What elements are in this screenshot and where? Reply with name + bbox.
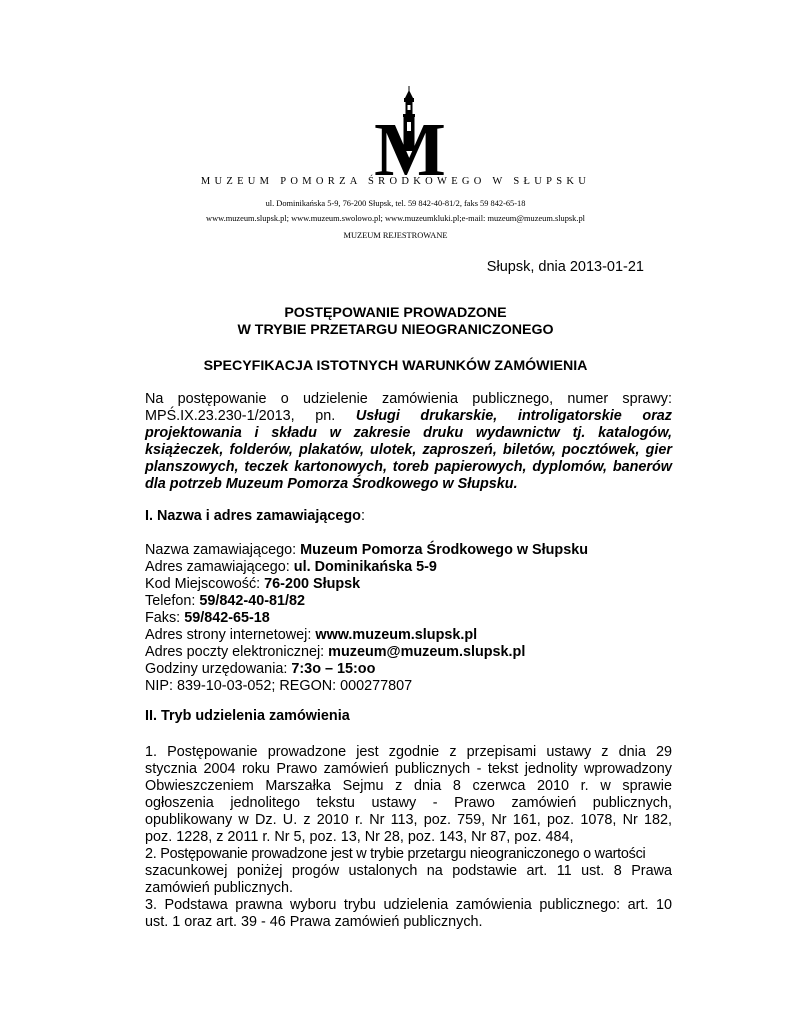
contact-field (145, 576, 672, 593)
section-2-title: II. Tryb udzielenia zamówienia (145, 708, 350, 724)
registered-label: MUZEUM REJESTROWANE (343, 231, 448, 240)
museum-websites: www.muzeum.slupsk.pl; www.muzeum.swolowo.pl; www.muzeumkluki.pl;e-mail: muzeum@muzeum.slupsk.pl (206, 214, 585, 223)
paragraph-line: poz. 1228, z 2011 r. Nr 5, poz. 13, Nr 28, poz. 143, Nr 87, poz. 484, (145, 829, 574, 845)
field-label: Kod Miejscowość: (145, 576, 265, 592)
paragraph-line: szacunkowej poniżej progów ustalonych na podstawie art. 11 ust. 8 Prawa (145, 863, 672, 879)
field-value: 59/842-40-81/82 (199, 593, 306, 609)
field-label: Adres poczty elektronicznej: (145, 644, 329, 660)
field-label: Adres strony internetowej: (145, 627, 316, 643)
intro-line (145, 408, 672, 425)
field-label: Nazwa zamawiającego: (145, 542, 301, 558)
section-1-heading (145, 508, 672, 525)
contact-field (145, 593, 672, 610)
paragraph-line: 3. Podstawa prawna wyboru trybu udzielenia zamówienia publicznego: art. 10 (145, 897, 672, 913)
section-2-paragraphs (145, 744, 672, 931)
museum-address: ul. Dominikańska 5-9, 76-200 Słupsk, tel. 59 842-40-81/2, faks 59 842-65-18 (265, 199, 526, 208)
website-link[interactable]: www.muzeum.slupsk.pl (315, 627, 478, 643)
document-date: Słupsk, dnia 2013-01-21 (486, 259, 644, 275)
field-value: 76-200 Słupsk (264, 576, 361, 592)
nip-regon: NIP: 839-10-03-052; REGON: 000277807 (145, 678, 413, 694)
intro-line: Na postępowanie o udzielenie zamówienia publicznego, numer sprawy: (145, 391, 672, 407)
contact-field (145, 610, 672, 627)
case-number: MPŚ.IX.23.230-1/2013, pn. (145, 408, 336, 424)
field-value: 59/842-65-18 (184, 610, 270, 626)
museum-name: MUZEUM POMORZA ŚRODKOWEGO W SŁUPSKU (200, 176, 591, 187)
paragraph-line: opublikowany w Dz. U. z 2010 r. Nr 113, poz. 759, Nr 161, poz. 1078, Nr 182, (145, 812, 672, 828)
field-label: Telefon: (145, 593, 200, 609)
field-value: 7:3o – 15:oo (291, 661, 376, 677)
title-line-3: SPECYFIKACJA ISTOTNYCH WARUNKÓW ZAMÓWIENIA (203, 358, 588, 374)
paragraph-line: 1. Postępowanie prowadzone jest zgodnie z przepisami ustawy z dnia 29 (145, 744, 672, 760)
contact-field (145, 644, 672, 661)
museum-logo-icon (372, 86, 448, 176)
contact-details (145, 542, 672, 695)
intro-line: książeczek, folderów, plakatów, ulotek, zaproszeń, biletów, pocztówek, gier (145, 442, 672, 458)
paragraph-line: Obwieszczeniem Marszałka Sejmu z dnia 8 czerwca 2010 r. w sprawie (145, 778, 672, 794)
email-link[interactable]: muzeum@muzeum.slupsk.pl (328, 644, 526, 660)
section-2-heading (145, 708, 672, 725)
field-label: Faks: (145, 610, 185, 626)
title-line-2: W TRYBIE PRZETARGU NIEOGRANICZONEGO (237, 322, 554, 338)
section-1-title: I. Nazwa i adres zamawiającego (145, 508, 361, 524)
field-value: Muzeum Pomorza Środkowego w Słupsku (300, 542, 589, 558)
subject-text: Usługi drukarskie, introligatorskie oraz (355, 408, 672, 424)
paragraph-line: ust. 1 oraz art. 39 - 46 Prawa zamówień publicznych. (145, 914, 483, 930)
contact-field (145, 627, 672, 644)
field-label: Godziny urzędowania: (145, 661, 292, 677)
contact-field (145, 542, 672, 559)
contact-field (145, 661, 672, 678)
field-value: ul. Dominikańska 5-9 (293, 559, 437, 575)
intro-paragraph (145, 391, 672, 493)
contact-field (145, 559, 672, 576)
paragraph-line: 2. Postępowanie prowadzone jest w trybie przetargu nieograniczonego o wartości (145, 846, 646, 862)
svg-text:M: M (374, 108, 446, 176)
section-1-colon: : (360, 508, 365, 524)
title-line-1: POSTĘPOWANIE PROWADZONE (284, 305, 507, 321)
paragraph-line: zamówień publicznych. (145, 880, 293, 896)
intro-line: dla potrzeb Muzeum Pomorza Środkowego w Słupsku. (145, 476, 518, 492)
intro-line: planszowych, teczek kartonowych, toreb papierowych, dyplomów, banerów (145, 459, 672, 475)
paragraph-line: ogłoszenia jednolitego tekstu ustawy - Prawo zamówień publicznych, (145, 795, 672, 811)
intro-line: projektowania i składu w zakresie druku wydawnictw tj. katalogów, (145, 425, 672, 441)
paragraph-line: stycznia 2004 roku Prawo zamówień publicznych - tekst jednolity wprowadzony (145, 761, 672, 777)
field-label: Adres zamawiającego: (145, 559, 294, 575)
